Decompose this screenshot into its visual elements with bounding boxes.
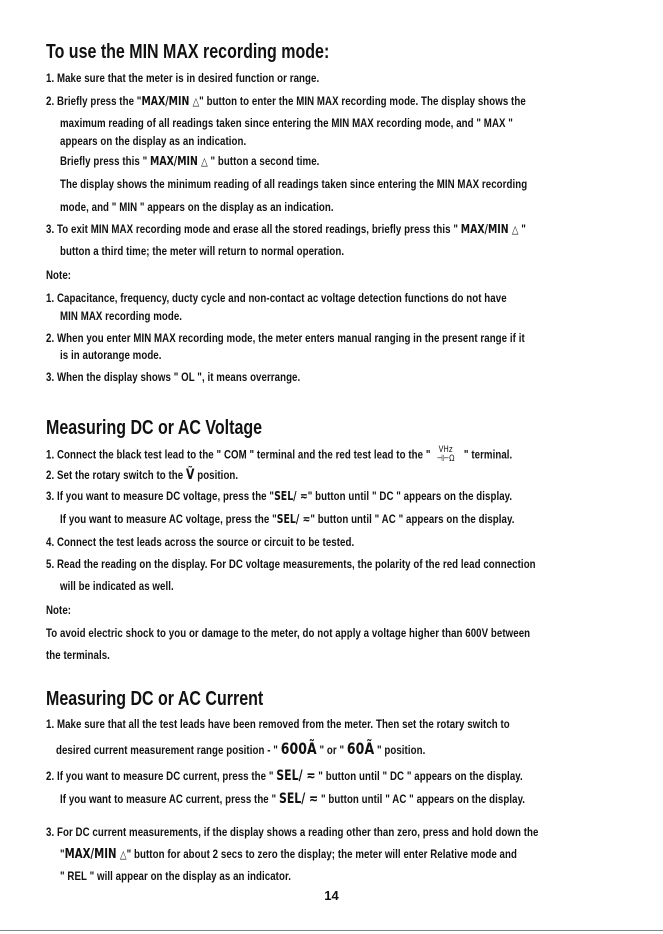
sel-button-label <box>276 768 315 784</box>
current-step-3c: " REL " will appear on the display as an indicator. <box>60 869 292 883</box>
triangle-icon: △ <box>201 155 208 168</box>
current-step-3a: 3. For DC current measurements, if the display shows a reading other than zero, press and hold down the <box>46 825 539 839</box>
footer-rule <box>0 930 663 931</box>
range-60a-label <box>347 739 374 758</box>
text: " button until " DC " appears on the display. <box>318 769 523 783</box>
note-title: Note: <box>46 603 72 617</box>
text: " <box>521 222 526 236</box>
dc-ac-icon: ≂ <box>299 489 308 503</box>
triangle-icon: △ <box>192 95 200 108</box>
voltage-step-4: 4. Connect the test leads across the source or circuit to be tested. <box>46 535 355 549</box>
sel-label: SEL/ <box>276 768 303 784</box>
voltage-step-1 <box>46 446 512 464</box>
minmax-step-2c: appears on the display as an indication. <box>60 134 247 148</box>
text: If you want to measure AC current, press the " <box>60 792 277 806</box>
text: If you want to measure AC voltage, press the " <box>60 512 277 526</box>
sel-button-label <box>279 791 318 807</box>
text: Briefly press this " <box>60 154 148 168</box>
note1-item-1b: MIN MAX recording mode. <box>60 309 183 323</box>
current-step-1a: 1. Make sure that all the test leads have been removed from the meter. Then set the rotary switch to <box>46 717 510 731</box>
note2-line-2: the terminals. <box>46 648 110 662</box>
voltage-step-3b <box>60 512 514 526</box>
text: 1. Connect the black test lead to the " COM " terminal and the red test lead to the " <box>46 447 431 462</box>
maxmin-label: MAX/MIN <box>141 94 190 108</box>
section-heading-current: Measuring DC or AC Current <box>46 688 264 710</box>
a-tilde-icon: Ã <box>364 739 375 758</box>
text: desired current measurement range position - " <box>56 743 278 757</box>
vhz-top: VHz <box>438 445 453 455</box>
text: " <box>60 847 65 861</box>
minmax-step-2d <box>60 154 319 168</box>
sel-label: SEL/ <box>274 489 297 503</box>
text: 2. Briefly press the " <box>46 94 142 108</box>
dc-ac-icon: ≂ <box>309 791 319 807</box>
current-step-1b <box>56 739 425 758</box>
range-600a-label <box>281 739 317 758</box>
note1-item-1a: 1. Capacitance, frequency, ducty cycle and non-contact ac voltage detection functions do not have <box>46 291 507 305</box>
minmax-step-3b: button a third time; the meter will return to normal operation. <box>60 244 345 258</box>
text: " button a second time. <box>210 154 320 168</box>
maxmin-label: MAX/MIN <box>64 847 117 862</box>
minmax-step-2a <box>46 94 526 108</box>
maxmin-button-label <box>150 154 208 168</box>
vhz-bottom: ⊣⊢Ω <box>436 454 455 464</box>
sel-label: SEL/ <box>278 791 306 807</box>
sel-button-label <box>274 489 308 503</box>
page-number: 14 <box>324 888 339 903</box>
text: 2. If you want to measure DC current, press the " <box>46 769 274 783</box>
current-step-3b <box>60 847 517 862</box>
minmax-step-3a <box>46 222 526 236</box>
text: " terminal. <box>463 447 513 462</box>
text: " button to enter the MIN MAX recording mode. The display shows the <box>199 94 526 108</box>
maxmin-button-label <box>461 222 519 236</box>
a-tilde-icon: Ã <box>306 739 317 758</box>
text: " button until " DC " appears on the display. <box>307 489 513 503</box>
sel-label: SEL/ <box>276 512 300 526</box>
note2-line-1: To avoid electric shock to you or damage to the meter, do not apply a voltage higher than 600V between <box>46 626 531 640</box>
text: " or " <box>319 743 345 757</box>
maxmin-button-label <box>141 94 199 108</box>
maxmin-label: MAX/MIN <box>460 222 509 236</box>
text: " position. <box>376 743 426 757</box>
minmax-step-1: 1. Make sure that the meter is in desired function or range. <box>46 71 320 85</box>
minmax-step-2f: mode, and " MIN " appears on the display as an indication. <box>60 200 334 214</box>
voltage-step-3a <box>46 489 512 503</box>
text: 2. Set the rotary switch to the <box>46 468 184 482</box>
triangle-icon: △ <box>511 223 519 236</box>
note1-item-2b: is in autorange mode. <box>60 348 162 362</box>
text: position. <box>197 468 239 482</box>
range-value: 60 <box>346 739 365 758</box>
text: " button until " AC " appears on the display. <box>310 512 515 526</box>
maxmin-button-label <box>65 847 127 862</box>
dc-ac-icon: ≂ <box>306 768 316 784</box>
voltage-step-5a: 5. Read the reading on the display. For DC voltage measurements, the polarity of the red lead connection <box>46 557 536 571</box>
text: " button until " AC " appears on the display. <box>320 792 526 806</box>
note1-item-2a: 2. When you enter MIN MAX recording mode, the meter enters manual ranging in the present range if it <box>46 331 525 345</box>
voltage-step-5b: will be indicated as well. <box>60 579 174 593</box>
vhz-terminal-icon <box>437 446 455 464</box>
section-heading-minmax: To use the MIN MAX recording mode: <box>46 41 330 63</box>
current-step-2b <box>60 791 525 807</box>
minmax-step-2b: maximum reading of all readings taken since entering the MIN MAX recording mode, and " MAX " <box>60 116 513 130</box>
minmax-step-2e: The display shows the minimum reading of all readings taken since entering the MIN MAX recording <box>60 177 528 191</box>
range-value: 600 <box>280 739 307 758</box>
text: 3. To exit MIN MAX recording mode and erase all the stored readings, briefly press this " <box>46 222 458 236</box>
text: " button for about 2 secs to zero the display; the meter will enter Relative mode and <box>126 847 517 861</box>
v-tilde-icon: Ṽ <box>185 467 195 483</box>
voltage-step-2 <box>46 467 238 483</box>
note1-item-3: 3. When the display shows " OL ", it means overrange. <box>46 370 301 384</box>
note-title: Note: <box>46 268 72 282</box>
sel-button-label <box>277 512 311 526</box>
triangle-icon: △ <box>120 848 127 861</box>
section-heading-voltage: Measuring DC or AC Voltage <box>46 417 263 439</box>
current-step-2a <box>46 768 523 784</box>
dc-ac-icon: ≂ <box>302 512 311 526</box>
text: 3. If you want to measure DC voltage, press the " <box>46 489 275 503</box>
maxmin-label: MAX/MIN <box>150 154 198 168</box>
